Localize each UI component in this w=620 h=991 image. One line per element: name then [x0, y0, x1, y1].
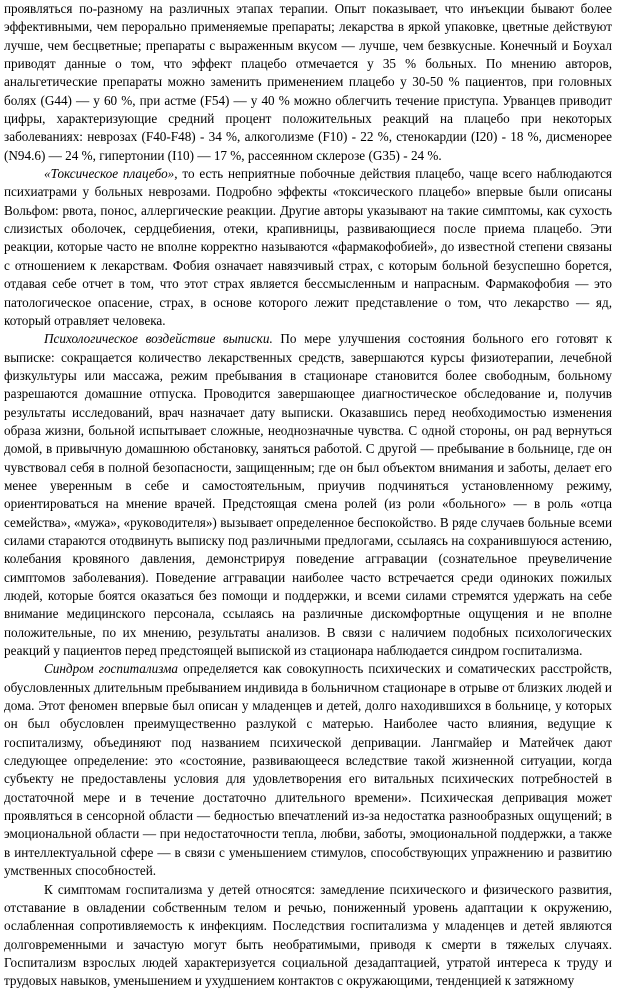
paragraph-text: К симптомам госпитализма у детей относятся: замедление психического и физического развития, отставание в овладении собственным телом и речью, пониженный уровень адаптации к окружению, ослабленная сопротивляемость к инфекциям. Последствия госпитализма у младенцев и детей являются долговременными и зачастую могут быть необратимыми, приводя к смерти в тяжелых случаях. Госпитализм взрослых людей характеризуется социальной дезадаптацией, утратой интереса к труду и трудовых навыков, уменьшением и ухудшением контактов с окружающими, тенденцией к затяжному: [4, 881, 612, 989]
document-page: [4, 0, 612, 991]
paragraph-placebo-effectiveness: [4, 0, 612, 165]
paragraph-text: , то есть неприятные побочные действия плацебо, чаще всего наблюдаются психиатрами у больных неврозами. Подробно эффекты «токсического плацебо» впервые были описаны Вольфом: рвота, понос, аллергические реакции. Другие авторы указывают на такие симптомы, как сухость слизистых оболочек, сердцебиения, отеки, крапивницы, развивающиеся после приема плацебо. Эти реакции, которые часто не вполне корректно называются «фармакофобией», до известной степени связаны с отношением к лекарствам. Фобия означает навязчивый страх, с которым больной безуспешно борется, отдавая себе отчет в том, что этот страх является бессмысленным и напрасным. Фармакофобия — это патологическое опасение, страх, в основе которого лежит представление о том, что лекарство — яд, который отравляет человека.: [4, 166, 612, 328]
paragraph-text: определяется как совокупность психических и соматических расстройств, обусловленных длительным пребыванием индивида в больничном стационаре в отрыве от близких людей и дома. Этот феномен впервые был описан у младенцев и детей, долго находившихся в больнице, у которых он был обусловлен преимущественно разлукой с матерью. Наиболее часто влияния, ведущие к госпитализму, объединяют под названием психической депривации. Лангмайер и Матейчек дают следующее определение: это «состояние, развивающееся вследствие такой жизненной ситуации, когда субъекту не предоставлены условия для удовлетворения его витальных психических потребностей в достаточной мере и в течение достаточно длительного времени». Психическая депривация может проявляться в сенсорной области — бедностью впечатлений из-за недостатка разнообразных ощущений; в эмоциональной области — при недостаточности тепла, любви, заботы, эмоциональной поддержки, а также в интеллектуальной сфере — в связи с уменьшением стимулов, способствующих упражнению и развитию умственных способностей.: [4, 661, 612, 879]
paragraph-hospitalism-syndrome: [4, 660, 612, 880]
paragraph-toxic-placebo: [4, 165, 612, 330]
paragraph-discharge-impact: [4, 330, 612, 660]
paragraph-term: Психологическое воздействие выписки.: [44, 331, 273, 347]
paragraph-text: По мере улучшения состояния больного его готовят к выписке: сокращается количество лекарственных средств, завершаются курсы физиотерапии, лечебной физкультуры или массажа, режим пребывания в стационаре становится более свободным, больному разрешаются домашние отпуска. Проводится завершающее диагностическое обследование и, получив результаты исследований, врач назначает дату выписки. Оказавшись перед необходимостью изменения образа жизни, больной испытывает сложные, неоднозначные чувства. С одной стороны, он рад вернуться домой, в привычную домашнюю обстановку, заняться работой. С другой — пребывание в больнице, где он чувствовал себя в полной безопасности, защищенным; где он был объектом внимания и заботы, делает его менее уверенным в себе и самостоятельным, приучив подчиняться установленному режиму, ориентироваться на мнение врачей. Предстоящая смена ролей (из роли «больного» — в роль «отца семейства», «мужа», «руководителя») вызывает определенное беспокойство. В ряде случаев больные всеми силами стараются отодвинуть выписку под различными предлогами, ссылаясь на сохранившуюся астению, колебания кровяного давления, демонстрируя поведение аггравации (сознательное преувеличение симптомов заболевания). Поведение аггравации наиболее часто встречается среди одиноких пожилых людей, которые боятся оказаться без помощи и поддержки, и всеми силами стремятся удержать на себе внимание медицинского персонала, ссылаясь на различные дискомфортные ощущения и не вполне положительные, по их мнению, результаты анализов. В связи с наличием подобных психологических реакций у пациентов перед предстоящей выпиской из стационара наблюдается синдром госпитализма.: [4, 331, 612, 659]
paragraph-term: «Токсическое плацебо»: [44, 166, 175, 182]
paragraph-text: проявляться по-разному на различных этапах терапии. Опыт показывает, что инъекции бывают более эффективными, чем перорально применяемые препараты; лекарства в яркой упаковке, цветные действуют лучше, чем бесцветные; препараты с выраженным вкусом — лучше, чем безвкусные. Конечный и Боухал приводят данные о том, что эффект плацебо отмечается у 35 % больных. По мнению авторов, анальгетические препараты можно заменить применением плацебо у 30-50 % пациентов, при головных болях (G44) — у 60 %, при астме (F54) — у 40 % можно облегчить течение приступа. Урванцев приводит цифры, характеризующие средний процент положительных реакций на плацебо при некоторых заболеваниях: неврозах (F40-F48) - 34 %, алкоголизме (F10) - 22 %, стенокардии (I20) - 18 %, дисменорее (N94.6) — 24 %, гипертонии (I10) — 17 %, рассеянном склерозе (G35) - 24 %.: [4, 1, 612, 163]
paragraph-hospitalism-symptoms: [4, 881, 612, 991]
paragraph-term: Синдром госпитализма: [44, 661, 179, 677]
